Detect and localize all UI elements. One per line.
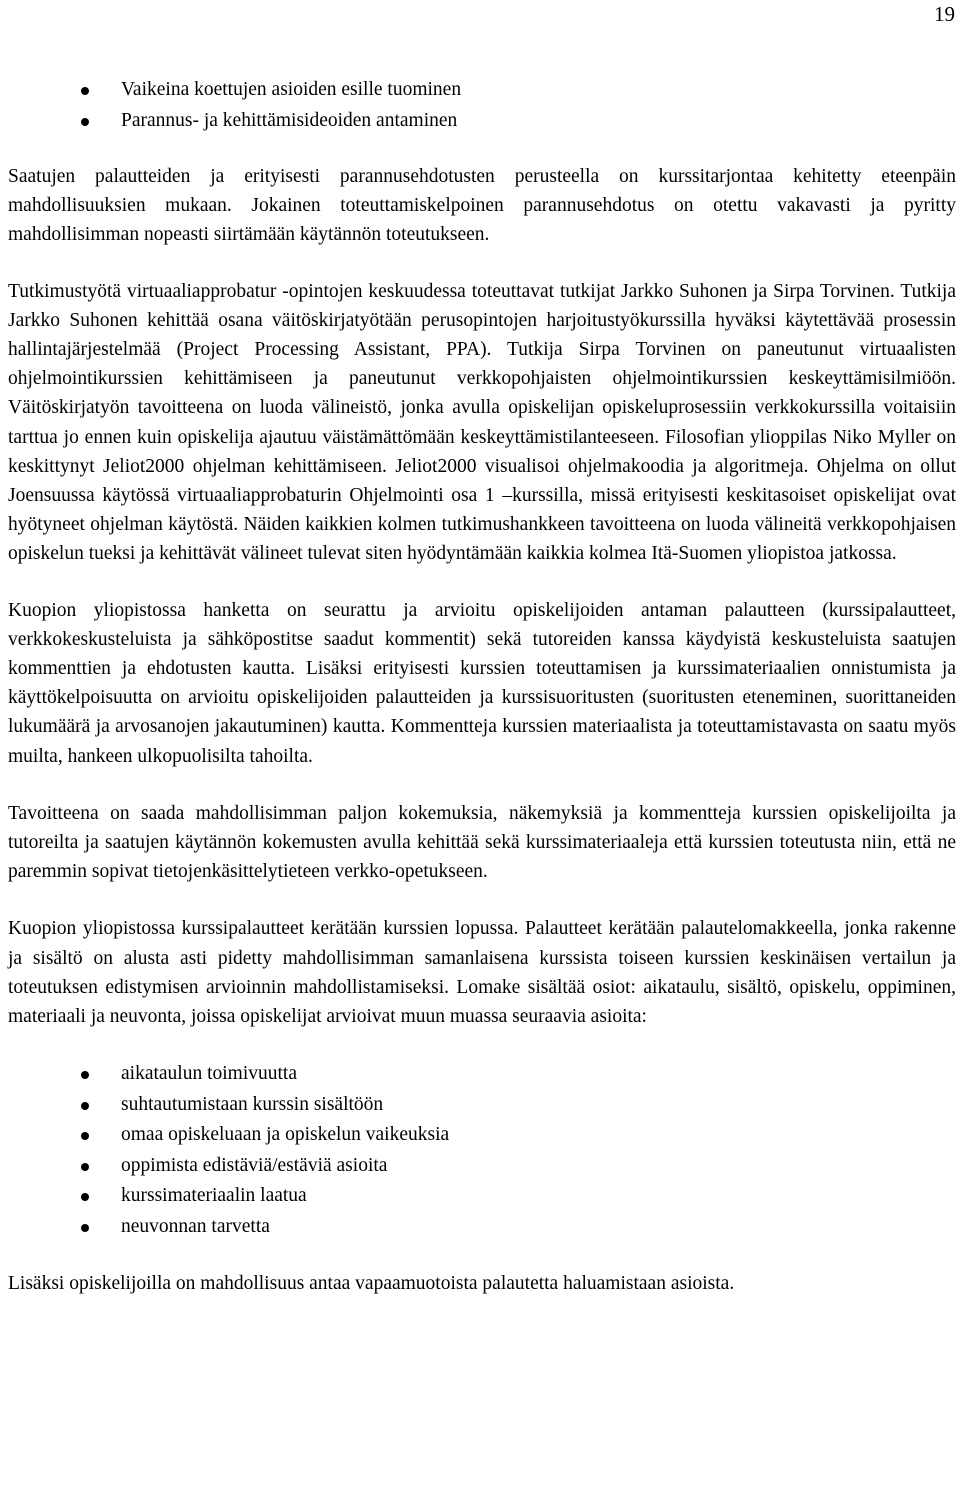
bullet-icon (81, 1163, 89, 1171)
list-item (8, 1151, 956, 1182)
list-item-text: oppimista edistäviä/estäviä asioita (121, 1154, 388, 1176)
bullet-icon (81, 1071, 89, 1079)
list-item (8, 1120, 956, 1151)
list-item-text: aikataulun toimivuutta (121, 1063, 298, 1085)
list-item-text: kurssimateriaalin laatua (121, 1185, 307, 1207)
top-bullet-list (8, 75, 956, 136)
list-item (8, 75, 956, 106)
paragraph-kuopio-evaluation: Kuopion yliopistossa hanketta on seurattu ja arvioitu opiskelijoiden antaman palautteen (kurssipalautteet, verkkokeskusteluista ja sähköpostitse saadut kommentit) sekä tutoreiden kanssa käydyistä keskusteluista saatujen kommenttien ja ehdotusten kautta. Lisäksi erityisesti kurssien toteuttamisen ja kurssimateriaalien onnistumista ja käyttökelpoisuutta on arvioitu opiskelijoiden palautteiden ja kurssisuoritusten (suoritusten eteneminen, suorittaneiden lukumäärä ja arvosanojen jakautuminen) kautta. Kommentteja kurssien materiaalista ja toteuttamistavasta on saatu myös muilta, hankeen ulkopuolisilta tahoilta. (8, 599, 956, 767)
paragraph-free-feedback: Lisäksi opiskelijoilla on mahdollisuus antaa vapaamuotoista palautetta haluamistaan asioista. (8, 1273, 735, 1295)
bullet-icon (81, 1132, 89, 1140)
list-item-text: Vaikeina koettujen asioiden esille tuominen (121, 79, 462, 100)
list-item-text: suhtautumistaan kurssin sisältöön (121, 1093, 384, 1115)
bullet-icon (81, 118, 89, 126)
bullet-icon (81, 87, 89, 95)
bullet-icon (81, 1224, 89, 1232)
bullet-icon (81, 1193, 89, 1201)
list-item-text: Parannus- ja kehittämisideoiden antaminen (121, 109, 458, 131)
list-item (8, 1059, 956, 1090)
list-item-text: neuvonnan tarvetta (121, 1215, 270, 1237)
list-item-text: omaa opiskeluaan ja opiskelun vaikeuksia (121, 1124, 450, 1146)
feedback-bullet-list (8, 1059, 956, 1242)
list-item (8, 106, 956, 137)
paragraph-goals: Tavoitteena on saada mahdollisimman paljon kokemuksia, näkemyksiä ja kommentteja kurssien opiskelijoilta ja tutoreilta ja saatujen käytännön kokemusten avulla kehittää sekä kurssimateriaaleja että kurssien toteutusta niin, että ne paremmin sopivat tietojenkäsittelytieteen verkko-opetukseen. (8, 802, 956, 883)
document-body (8, 75, 956, 1298)
paragraph-feedback-development: Saatujen palautteiden ja erityisesti parannusehdotusten perusteella on kurssitarjontaa kehitetty eteenpäin mahdollisuuksien mukaan. Jokainen toteuttamiskelpoinen parannusehdotus on otettu vakavasti ja pyritty mahdollisimman nopeasti siirtämään käytännön toteutukseen. (8, 166, 956, 246)
bullet-icon (81, 1102, 89, 1110)
paragraph-course-feedback: Kuopion yliopistossa kurssipalautteet kerätään kurssien lopussa. Palautteet kerätään palautelomakkeella, jonka rakenne ja sisältö on alusta asti pidetty mahdollisimman samanlaisena kurssista toiseen kurssien keskinäisen vertailun ja toteutuksen edistymisen arvioinnin mahdollistamiseksi. Lomake sisältää osiot: aikataulu, sisältö, opiskelu, oppiminen, materiaali ja neuvonta, joissa opiskelijat arvioivat muun muassa seuraavia asioita: (8, 918, 956, 1028)
list-item (8, 1181, 956, 1212)
page-number: 19 (934, 2, 955, 26)
list-item (8, 1212, 956, 1243)
list-item (8, 1090, 956, 1121)
paragraph-research-work: Tutkimustyötä virtuaaliapprobatur -opintojen keskuudessa toteuttavat tutkijat Jarkko Suhonen ja Sirpa Torvinen. Tutkija Jarkko Suhonen kehittää osana väitöskirjatyötään perusopintojen harjoitustyökurssilla hyväksi käytettävää prosessin hallintajärjestelmää (Project Processing Assistant, PPA). Tutkija Sirpa Torvinen on paneutunut virtuaalisten ohjelmointikurssien kehittämiseen ja paneutunut verkkopohjaisten ohjelmointikurssien keskeyttämisilmiöön. Väitöskirjatyön tavoitteena on luoda välineistö, jonka avulla opiskelijan opiskeluprosessiin verkkokurssilla voitaisiin tarttua jo ennen kuin opiskelija ajautuu väistämättömään keskeyttämistilanteeseen. Filosofian ylioppilas Niko Myller on keskittynyt Jeliot2000 ohjelman kehittämiseen. Jeliot2000 visualisoi ohjelmakoodia ja algoritmeja. Ohjelma on ollut Joensuussa käytössä virtuaaliapprobaturin Ohjelmointi osa 1 –kurssilla, missä erityisesti keskitasoiset opiskelijat ovat hyötyneet ohjelman käytöstä. Näiden kaikkien kolmen tutkimushankkeen tavoitteena on luoda välineitä verkkopohjaisen opiskelun tueksi ja kehittävät välineet tulevat siten hyödyntämään kaikkia kolmea Itä-Suomen yliopistoa jatkossa. (8, 280, 956, 565)
